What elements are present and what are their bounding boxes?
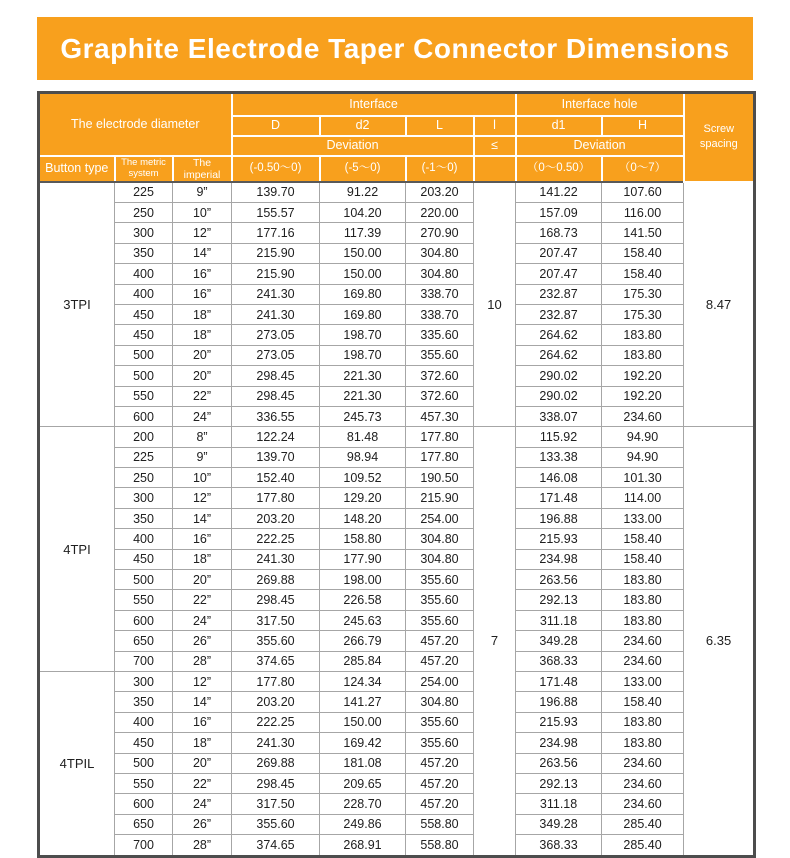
- table-row: [39, 386, 755, 406]
- header-interface: Interface: [232, 93, 516, 116]
- L-deviation-cell: 177.80: [406, 447, 474, 467]
- metric-cell: 500: [115, 570, 173, 590]
- H-deviation-cell: 183.80: [602, 712, 684, 732]
- table-row: [39, 406, 755, 426]
- L-deviation-cell: 220.00: [406, 203, 474, 223]
- header-dev-D: (-0.50～0): [232, 156, 320, 182]
- imperial-cell: 10”: [173, 468, 232, 488]
- header-col-l: l: [474, 116, 516, 136]
- d-deviation-cell: 241.30: [232, 284, 320, 304]
- metric-cell: 550: [115, 773, 173, 793]
- L-deviation-cell: 335.60: [406, 325, 474, 345]
- d-deviation-cell: 241.30: [232, 549, 320, 569]
- imperial-cell: 18”: [173, 733, 232, 753]
- d2-deviation-cell: 81.48: [320, 427, 406, 447]
- table-row: [39, 223, 755, 243]
- imperial-cell: 16”: [173, 529, 232, 549]
- table-row: [39, 672, 755, 692]
- table-row: [39, 631, 755, 651]
- header-deviation-hole: Deviation: [516, 136, 684, 156]
- d2-deviation-cell: 169.80: [320, 304, 406, 324]
- imperial-cell: 20”: [173, 345, 232, 365]
- table-row: [39, 529, 755, 549]
- H-deviation-cell: 183.80: [602, 570, 684, 590]
- table-row: [39, 835, 755, 856]
- H-deviation-cell: 285.40: [602, 835, 684, 856]
- metric-cell: 225: [115, 447, 173, 467]
- metric-cell: 550: [115, 590, 173, 610]
- metric-cell: 600: [115, 406, 173, 426]
- H-deviation-cell: 175.30: [602, 304, 684, 324]
- d-deviation-cell: 241.30: [232, 304, 320, 324]
- header-deviation-interface: Deviation: [232, 136, 474, 156]
- imperial-cell: 14”: [173, 508, 232, 528]
- d-deviation-cell: 273.05: [232, 345, 320, 365]
- d1-deviation-cell: 234.98: [516, 733, 602, 753]
- screw-spacing-cell: 6.35: [684, 427, 755, 856]
- header-dev-L: (-1～0): [406, 156, 474, 182]
- H-deviation-cell: 114.00: [602, 488, 684, 508]
- table-row: [39, 549, 755, 569]
- imperial-cell: 14”: [173, 692, 232, 712]
- d1-deviation-cell: 349.28: [516, 814, 602, 834]
- header-col-H: H: [602, 116, 684, 136]
- L-deviation-cell: 304.80: [406, 243, 474, 263]
- d1-deviation-cell: 146.08: [516, 468, 602, 488]
- metric-cell: 225: [115, 182, 173, 203]
- d1-deviation-cell: 157.09: [516, 203, 602, 223]
- table-row: [39, 488, 755, 508]
- H-deviation-cell: 158.40: [602, 243, 684, 263]
- imperial-cell: 20”: [173, 753, 232, 773]
- metric-cell: 700: [115, 835, 173, 856]
- metric-cell: 600: [115, 610, 173, 630]
- table-row: [39, 284, 755, 304]
- d-deviation-cell: 215.90: [232, 243, 320, 263]
- d1-deviation-cell: 368.33: [516, 651, 602, 671]
- metric-cell: 500: [115, 366, 173, 386]
- metric-cell: 700: [115, 651, 173, 671]
- d-deviation-cell: 355.60: [232, 814, 320, 834]
- d-deviation-cell: 155.57: [232, 203, 320, 223]
- table-row: [39, 508, 755, 528]
- header-dev-d1: （0～0.50）: [516, 156, 602, 182]
- screw-spacing-cell: 8.47: [684, 182, 755, 427]
- table-row: [39, 366, 755, 386]
- l-value-cell: 7: [474, 427, 516, 856]
- metric-cell: 500: [115, 345, 173, 365]
- d2-deviation-cell: 98.94: [320, 447, 406, 467]
- metric-cell: 400: [115, 712, 173, 732]
- page-title: Graphite Electrode Taper Connector Dimensions: [60, 32, 730, 64]
- L-deviation-cell: 254.00: [406, 508, 474, 528]
- imperial-cell: 24”: [173, 610, 232, 630]
- table-header: [39, 93, 755, 182]
- L-deviation-cell: 338.70: [406, 304, 474, 324]
- table-row: [39, 203, 755, 223]
- d-deviation-cell: 298.45: [232, 366, 320, 386]
- imperial-cell: 24”: [173, 406, 232, 426]
- L-deviation-cell: 304.80: [406, 529, 474, 549]
- L-deviation-cell: 203.20: [406, 182, 474, 203]
- L-deviation-cell: 177.80: [406, 427, 474, 447]
- button-type-cell: 4TPIL: [39, 672, 115, 857]
- H-deviation-cell: 175.30: [602, 284, 684, 304]
- H-deviation-cell: 192.20: [602, 386, 684, 406]
- d-deviation-cell: 336.55: [232, 406, 320, 426]
- metric-cell: 650: [115, 814, 173, 834]
- d2-deviation-cell: 158.80: [320, 529, 406, 549]
- d-deviation-cell: 215.90: [232, 264, 320, 284]
- d1-deviation-cell: 232.87: [516, 284, 602, 304]
- header-electrode-diameter: The electrode diameter: [39, 93, 232, 156]
- header-col-d2: d2: [320, 116, 406, 136]
- imperial-cell: 18”: [173, 304, 232, 324]
- d2-deviation-cell: 198.70: [320, 345, 406, 365]
- header-leq: ≤: [474, 136, 516, 156]
- L-deviation-cell: 355.60: [406, 712, 474, 732]
- L-deviation-cell: 457.30: [406, 406, 474, 426]
- d-deviation-cell: 317.50: [232, 610, 320, 630]
- H-deviation-cell: 234.60: [602, 753, 684, 773]
- imperial-cell: 16”: [173, 712, 232, 732]
- imperial-cell: 26”: [173, 631, 232, 651]
- table-row: [39, 692, 755, 712]
- table-row: [39, 325, 755, 345]
- d2-deviation-cell: 104.20: [320, 203, 406, 223]
- d1-deviation-cell: 196.88: [516, 692, 602, 712]
- d-deviation-cell: 139.70: [232, 182, 320, 203]
- imperial-cell: 14”: [173, 243, 232, 263]
- header-col-d1: d1: [516, 116, 602, 136]
- L-deviation-cell: 355.60: [406, 733, 474, 753]
- d1-deviation-cell: 196.88: [516, 508, 602, 528]
- d1-deviation-cell: 232.87: [516, 304, 602, 324]
- d2-deviation-cell: 141.27: [320, 692, 406, 712]
- d-deviation-cell: 139.70: [232, 447, 320, 467]
- L-deviation-cell: 355.60: [406, 345, 474, 365]
- metric-cell: 450: [115, 733, 173, 753]
- d2-deviation-cell: 285.84: [320, 651, 406, 671]
- d1-deviation-cell: 141.22: [516, 182, 602, 203]
- d-deviation-cell: 222.25: [232, 529, 320, 549]
- metric-cell: 400: [115, 529, 173, 549]
- metric-cell: 450: [115, 549, 173, 569]
- d1-deviation-cell: 264.62: [516, 345, 602, 365]
- H-deviation-cell: 94.90: [602, 447, 684, 467]
- H-deviation-cell: 116.00: [602, 203, 684, 223]
- imperial-cell: 12”: [173, 488, 232, 508]
- d1-deviation-cell: 115.92: [516, 427, 602, 447]
- table-row: [39, 733, 755, 753]
- d2-deviation-cell: 245.73: [320, 406, 406, 426]
- metric-cell: 300: [115, 488, 173, 508]
- header-dev-H: （0～7）: [602, 156, 684, 182]
- H-deviation-cell: 234.60: [602, 773, 684, 793]
- table-row: [39, 427, 755, 447]
- H-deviation-cell: 234.60: [602, 794, 684, 814]
- imperial-cell: 24”: [173, 794, 232, 814]
- d2-deviation-cell: 249.86: [320, 814, 406, 834]
- table-row: [39, 651, 755, 671]
- metric-cell: 400: [115, 264, 173, 284]
- d1-deviation-cell: 171.48: [516, 672, 602, 692]
- L-deviation-cell: 457.20: [406, 631, 474, 651]
- L-deviation-cell: 457.20: [406, 794, 474, 814]
- d2-deviation-cell: 266.79: [320, 631, 406, 651]
- header-screw-spacing: Screw spacing: [684, 93, 755, 182]
- table-row: [39, 345, 755, 365]
- d1-deviation-cell: 168.73: [516, 223, 602, 243]
- d-deviation-cell: 273.05: [232, 325, 320, 345]
- metric-cell: 650: [115, 631, 173, 651]
- table-row: [39, 447, 755, 467]
- metric-cell: 600: [115, 794, 173, 814]
- H-deviation-cell: 183.80: [602, 733, 684, 753]
- table-row: [39, 773, 755, 793]
- imperial-cell: 28”: [173, 651, 232, 671]
- imperial-cell: 20”: [173, 570, 232, 590]
- metric-cell: 350: [115, 243, 173, 263]
- d2-deviation-cell: 181.08: [320, 753, 406, 773]
- H-deviation-cell: 183.80: [602, 590, 684, 610]
- d2-deviation-cell: 221.30: [320, 366, 406, 386]
- H-deviation-cell: 234.60: [602, 631, 684, 651]
- imperial-cell: 26”: [173, 814, 232, 834]
- H-deviation-cell: 133.00: [602, 672, 684, 692]
- d-deviation-cell: 203.20: [232, 692, 320, 712]
- d1-deviation-cell: 349.28: [516, 631, 602, 651]
- d1-deviation-cell: 368.33: [516, 835, 602, 856]
- metric-cell: 550: [115, 386, 173, 406]
- imperial-cell: 28”: [173, 835, 232, 856]
- d2-deviation-cell: 124.34: [320, 672, 406, 692]
- d1-deviation-cell: 263.56: [516, 570, 602, 590]
- table-row: [39, 814, 755, 834]
- H-deviation-cell: 94.90: [602, 427, 684, 447]
- imperial-cell: 22”: [173, 386, 232, 406]
- L-deviation-cell: 304.80: [406, 549, 474, 569]
- d1-deviation-cell: 215.93: [516, 529, 602, 549]
- H-deviation-cell: 107.60: [602, 182, 684, 203]
- table-row: [39, 712, 755, 732]
- metric-cell: 450: [115, 304, 173, 324]
- d2-deviation-cell: 169.80: [320, 284, 406, 304]
- d1-deviation-cell: 311.18: [516, 610, 602, 630]
- d-deviation-cell: 269.88: [232, 570, 320, 590]
- imperial-cell: 16”: [173, 284, 232, 304]
- d1-deviation-cell: 292.13: [516, 773, 602, 793]
- L-deviation-cell: 457.20: [406, 651, 474, 671]
- d-deviation-cell: 222.25: [232, 712, 320, 732]
- L-deviation-cell: 190.50: [406, 468, 474, 488]
- imperial-cell: 20”: [173, 366, 232, 386]
- d2-deviation-cell: 198.70: [320, 325, 406, 345]
- d2-deviation-cell: 150.00: [320, 712, 406, 732]
- header-interface-hole: Interface hole: [516, 93, 684, 116]
- H-deviation-cell: 158.40: [602, 549, 684, 569]
- L-deviation-cell: 457.20: [406, 773, 474, 793]
- imperial-cell: 22”: [173, 590, 232, 610]
- d2-deviation-cell: 148.20: [320, 508, 406, 528]
- L-deviation-cell: 355.60: [406, 590, 474, 610]
- imperial-cell: 18”: [173, 549, 232, 569]
- H-deviation-cell: 158.40: [602, 692, 684, 712]
- d-deviation-cell: 203.20: [232, 508, 320, 528]
- d-deviation-cell: 298.45: [232, 773, 320, 793]
- d-deviation-cell: 177.80: [232, 672, 320, 692]
- table-row: [39, 794, 755, 814]
- d2-deviation-cell: 117.39: [320, 223, 406, 243]
- L-deviation-cell: 254.00: [406, 672, 474, 692]
- L-deviation-cell: 372.60: [406, 386, 474, 406]
- H-deviation-cell: 101.30: [602, 468, 684, 488]
- table-body: [39, 182, 755, 856]
- d-deviation-cell: 152.40: [232, 468, 320, 488]
- d2-deviation-cell: 169.42: [320, 733, 406, 753]
- d-deviation-cell: 177.16: [232, 223, 320, 243]
- d-deviation-cell: 241.30: [232, 733, 320, 753]
- d2-deviation-cell: 221.30: [320, 386, 406, 406]
- imperial-cell: 8”: [173, 427, 232, 447]
- imperial-cell: 10”: [173, 203, 232, 223]
- d-deviation-cell: 374.65: [232, 835, 320, 856]
- header-metric: The metric system: [115, 156, 173, 182]
- d-deviation-cell: 355.60: [232, 631, 320, 651]
- header-dev-l-empty: [474, 156, 516, 182]
- d-deviation-cell: 122.24: [232, 427, 320, 447]
- d1-deviation-cell: 133.38: [516, 447, 602, 467]
- L-deviation-cell: 558.80: [406, 814, 474, 834]
- H-deviation-cell: 183.80: [602, 345, 684, 365]
- metric-cell: 350: [115, 508, 173, 528]
- d-deviation-cell: 298.45: [232, 590, 320, 610]
- d-deviation-cell: 317.50: [232, 794, 320, 814]
- table-row: [39, 243, 755, 263]
- button-type-cell: 3TPI: [39, 182, 115, 427]
- d2-deviation-cell: 198.00: [320, 570, 406, 590]
- L-deviation-cell: 215.90: [406, 488, 474, 508]
- metric-cell: 450: [115, 325, 173, 345]
- d2-deviation-cell: 150.00: [320, 243, 406, 263]
- d1-deviation-cell: 292.13: [516, 590, 602, 610]
- d2-deviation-cell: 129.20: [320, 488, 406, 508]
- metric-cell: 350: [115, 692, 173, 712]
- header-dev-d2: (-5～0): [320, 156, 406, 182]
- L-deviation-cell: 270.90: [406, 223, 474, 243]
- d1-deviation-cell: 263.56: [516, 753, 602, 773]
- H-deviation-cell: 192.20: [602, 366, 684, 386]
- d2-deviation-cell: 109.52: [320, 468, 406, 488]
- d2-deviation-cell: 91.22: [320, 182, 406, 203]
- d1-deviation-cell: 234.98: [516, 549, 602, 569]
- L-deviation-cell: 558.80: [406, 835, 474, 856]
- imperial-cell: 22”: [173, 773, 232, 793]
- L-deviation-cell: 338.70: [406, 284, 474, 304]
- title-banner: [37, 17, 753, 80]
- table-row: [39, 570, 755, 590]
- d1-deviation-cell: 215.93: [516, 712, 602, 732]
- d2-deviation-cell: 228.70: [320, 794, 406, 814]
- L-deviation-cell: 355.60: [406, 610, 474, 630]
- H-deviation-cell: 183.80: [602, 610, 684, 630]
- button-type-cell: 4TPI: [39, 427, 115, 672]
- metric-cell: 400: [115, 284, 173, 304]
- d1-deviation-cell: 290.02: [516, 366, 602, 386]
- header-imperial: The imperial: [173, 156, 232, 182]
- H-deviation-cell: 234.60: [602, 651, 684, 671]
- H-deviation-cell: 285.40: [602, 814, 684, 834]
- d2-deviation-cell: 177.90: [320, 549, 406, 569]
- imperial-cell: 16”: [173, 264, 232, 284]
- imperial-cell: 9”: [173, 447, 232, 467]
- metric-cell: 250: [115, 468, 173, 488]
- imperial-cell: 18”: [173, 325, 232, 345]
- L-deviation-cell: 304.80: [406, 692, 474, 712]
- table-row: [39, 590, 755, 610]
- imperial-cell: 9”: [173, 182, 232, 203]
- d2-deviation-cell: 150.00: [320, 264, 406, 284]
- d1-deviation-cell: 311.18: [516, 794, 602, 814]
- d2-deviation-cell: 226.58: [320, 590, 406, 610]
- d1-deviation-cell: 290.02: [516, 386, 602, 406]
- H-deviation-cell: 141.50: [602, 223, 684, 243]
- metric-cell: 300: [115, 672, 173, 692]
- L-deviation-cell: 304.80: [406, 264, 474, 284]
- d2-deviation-cell: 268.91: [320, 835, 406, 856]
- table-row: [39, 753, 755, 773]
- d-deviation-cell: 374.65: [232, 651, 320, 671]
- d-deviation-cell: 298.45: [232, 386, 320, 406]
- metric-cell: 300: [115, 223, 173, 243]
- imperial-cell: 12”: [173, 223, 232, 243]
- table-row: [39, 304, 755, 324]
- H-deviation-cell: 158.40: [602, 264, 684, 284]
- metric-cell: 200: [115, 427, 173, 447]
- d1-deviation-cell: 207.47: [516, 264, 602, 284]
- d1-deviation-cell: 264.62: [516, 325, 602, 345]
- header-col-D: D: [232, 116, 320, 136]
- d1-deviation-cell: 171.48: [516, 488, 602, 508]
- metric-cell: 500: [115, 753, 173, 773]
- table-row: [39, 264, 755, 284]
- d2-deviation-cell: 209.65: [320, 773, 406, 793]
- d1-deviation-cell: 338.07: [516, 406, 602, 426]
- d-deviation-cell: 269.88: [232, 753, 320, 773]
- H-deviation-cell: 183.80: [602, 325, 684, 345]
- d1-deviation-cell: 207.47: [516, 243, 602, 263]
- d-deviation-cell: 177.80: [232, 488, 320, 508]
- l-value-cell: 10: [474, 182, 516, 427]
- table-row: [39, 468, 755, 488]
- H-deviation-cell: 158.40: [602, 529, 684, 549]
- imperial-cell: 12”: [173, 672, 232, 692]
- table-row: [39, 182, 755, 203]
- metric-cell: 250: [115, 203, 173, 223]
- d2-deviation-cell: 245.63: [320, 610, 406, 630]
- dimensions-table: [37, 91, 756, 858]
- H-deviation-cell: 234.60: [602, 406, 684, 426]
- H-deviation-cell: 133.00: [602, 508, 684, 528]
- L-deviation-cell: 372.60: [406, 366, 474, 386]
- header-button-type: Button type: [39, 156, 115, 182]
- table-row: [39, 610, 755, 630]
- L-deviation-cell: 355.60: [406, 570, 474, 590]
- L-deviation-cell: 457.20: [406, 753, 474, 773]
- header-col-L: L: [406, 116, 474, 136]
